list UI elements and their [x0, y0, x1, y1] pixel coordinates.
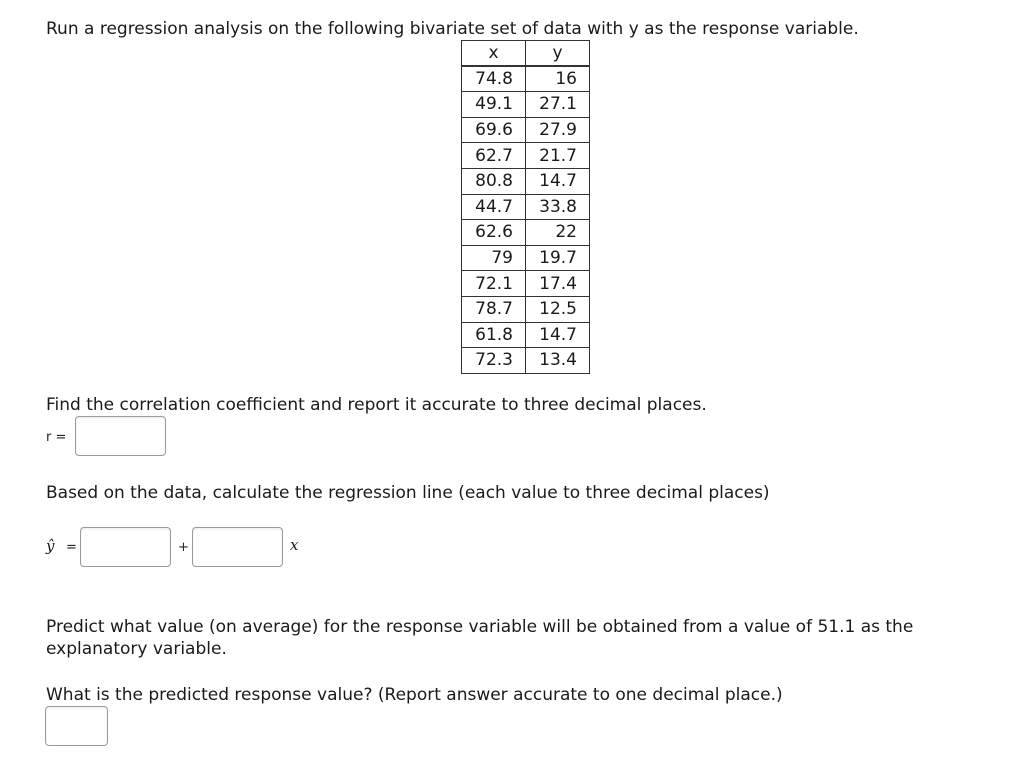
cell-y: 17.4 — [526, 271, 590, 297]
correlation-prompt: Find the correlation coefficient and report it accurate to three decimal places. — [46, 395, 707, 415]
slope-input[interactable] — [192, 527, 283, 567]
cell-x: 72.3 — [462, 348, 526, 374]
cell-y: 14.7 — [526, 322, 590, 348]
cell-x: 62.6 — [462, 220, 526, 246]
cell-x: 61.8 — [462, 322, 526, 348]
table-row — [462, 220, 590, 246]
cell-x: 44.7 — [462, 194, 526, 220]
cell-y: 19.7 — [526, 245, 590, 271]
regression-prompt: Based on the data, calculate the regression line (each value to three decimal places) — [46, 483, 770, 503]
intercept-input[interactable] — [80, 527, 171, 567]
cell-x: 74.8 — [462, 66, 526, 92]
cell-y: 27.1 — [526, 92, 590, 118]
cell-y: 13.4 — [526, 348, 590, 374]
table-row — [462, 194, 590, 220]
table-row — [462, 271, 590, 297]
cell-y: 14.7 — [526, 168, 590, 194]
table-row — [462, 296, 590, 322]
cell-x: 78.7 — [462, 296, 526, 322]
yhat-label: ŷ — [46, 537, 55, 555]
x-variable-label: x — [290, 536, 299, 554]
r-label: r = — [46, 430, 67, 445]
cell-x: 72.1 — [462, 271, 526, 297]
table-row — [462, 322, 590, 348]
cell-y: 16 — [526, 66, 590, 92]
table-row — [462, 66, 590, 92]
cell-y: 33.8 — [526, 194, 590, 220]
cell-x: 69.6 — [462, 117, 526, 143]
plus-sign: + — [178, 540, 189, 555]
predicted-value-input[interactable] — [45, 706, 108, 746]
column-header-y: y — [526, 41, 590, 67]
table-row — [462, 117, 590, 143]
cell-y: 21.7 — [526, 143, 590, 169]
column-header-x: x — [462, 41, 526, 67]
table-row — [462, 143, 590, 169]
data-table — [461, 40, 590, 374]
cell-y: 12.5 — [526, 296, 590, 322]
table-row — [462, 168, 590, 194]
table-row — [462, 348, 590, 374]
predict-prompt: Predict what value (on average) for the response variable will be obtained from a value of 51.1 as the explanatory variable. — [46, 617, 914, 659]
cell-y: 27.9 — [526, 117, 590, 143]
equals-sign: = — [66, 540, 77, 555]
predicted-value-question: What is the predicted response value? (Report answer accurate to one decimal place.) — [46, 685, 783, 705]
cell-x: 80.8 — [462, 168, 526, 194]
intro-text: Run a regression analysis on the following bivariate set of data with y as the response variable. — [46, 19, 859, 39]
cell-y: 22 — [526, 220, 590, 246]
cell-x: 49.1 — [462, 92, 526, 118]
cell-x: 62.7 — [462, 143, 526, 169]
table-header-row — [462, 41, 590, 67]
cell-x: 79 — [462, 245, 526, 271]
correlation-input[interactable] — [75, 416, 166, 456]
table-row — [462, 92, 590, 118]
table-row — [462, 245, 590, 271]
